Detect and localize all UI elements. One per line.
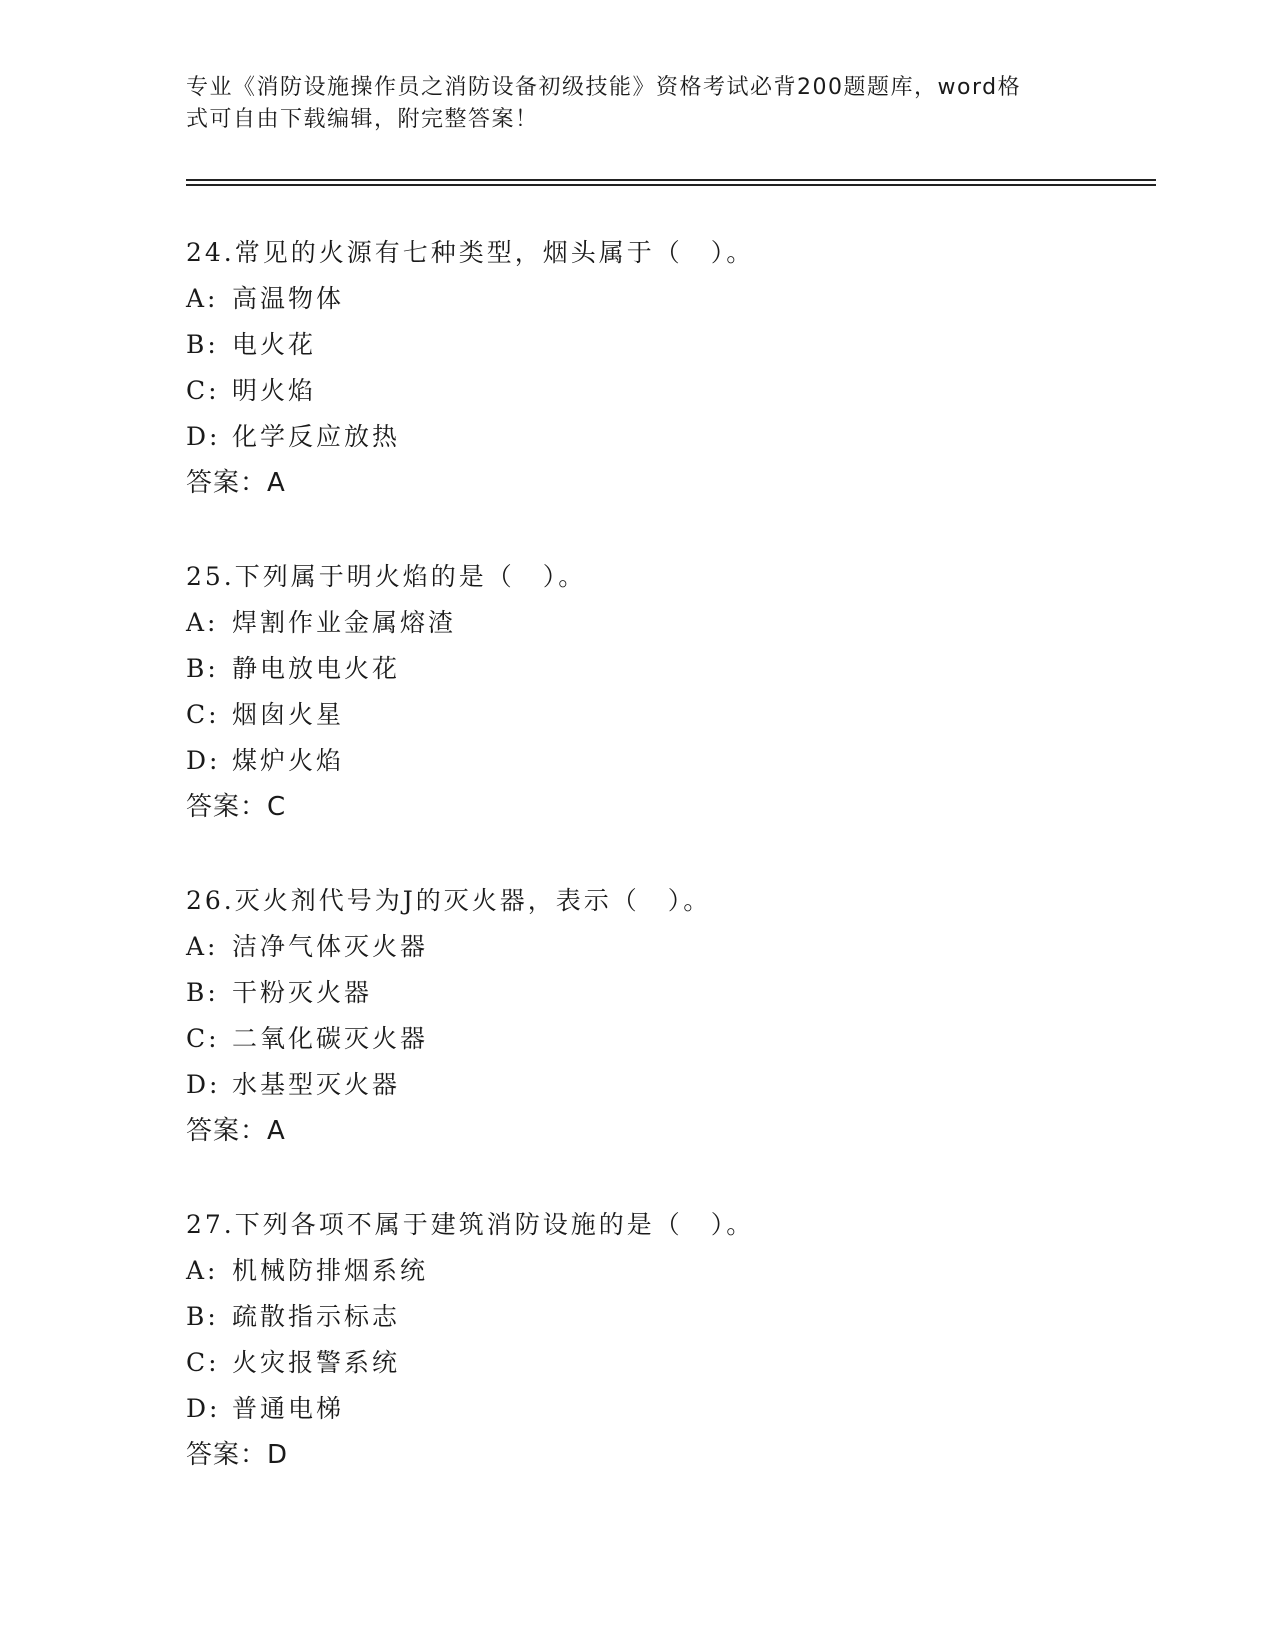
option-text: 明火焰: [232, 376, 317, 405]
header-divider-top: [186, 179, 1156, 181]
header-divider-bottom: [186, 184, 1156, 186]
answer-label: 答案：: [186, 792, 268, 822]
option-letter: B:: [186, 654, 219, 683]
option-letter: B:: [186, 1302, 219, 1331]
option-letter: D:: [186, 1394, 221, 1423]
option-a: [186, 1248, 1146, 1294]
option-text: 电火花: [232, 330, 317, 359]
option-text: 洁净气体灭火器: [232, 932, 429, 961]
question-26: [186, 878, 1146, 1154]
option-text: 煤炉火焰: [232, 746, 345, 775]
option-c: [186, 368, 1146, 414]
option-b: [186, 646, 1146, 692]
option-d: [186, 414, 1146, 460]
option-letter: C:: [186, 1348, 220, 1377]
question-24: [186, 230, 1146, 506]
option-letter: C:: [186, 376, 220, 405]
option-text: 焊割作业金属熔渣: [232, 608, 457, 637]
answer-value: D: [267, 1440, 288, 1470]
question-25: [186, 554, 1146, 830]
option-c: [186, 692, 1146, 738]
option-letter: C:: [186, 700, 220, 729]
option-letter: A:: [186, 608, 219, 637]
answer-label: 答案：: [186, 1440, 268, 1470]
option-text: 干粉灭火器: [232, 978, 373, 1007]
question-stem: 24.常见的火源有七种类型，烟头属于（ ）。: [186, 238, 755, 267]
option-c: [186, 1340, 1146, 1386]
answer-label: 答案：: [186, 468, 268, 498]
answer-value: A: [267, 468, 285, 498]
question-stem: 25.下列属于明火焰的是（ ）。: [186, 562, 587, 591]
option-text: 火灾报警系统: [232, 1348, 401, 1377]
option-letter: D:: [186, 746, 221, 775]
option-letter: A:: [186, 932, 219, 961]
option-text: 静电放电火花: [232, 654, 401, 683]
question-list: [186, 230, 1146, 1526]
option-d: [186, 1062, 1146, 1108]
option-text: 烟囱火星: [232, 700, 345, 729]
option-letter: C:: [186, 1024, 220, 1053]
option-b: [186, 1294, 1146, 1340]
header-line-2: 式可自由下载编辑，附完整答案！: [186, 107, 539, 132]
option-text: 疏散指示标志: [232, 1302, 401, 1331]
option-letter: D:: [186, 422, 221, 451]
option-text: 水基型灭火器: [232, 1070, 401, 1099]
header-line-1: 专业《消防设施操作员之消防设备初级技能》资格考试必背200题题库，word格: [186, 75, 1022, 100]
option-a: [186, 276, 1146, 322]
question-stem: 27.下列各项不属于建筑消防设施的是（ ）。: [186, 1210, 755, 1239]
option-text: 机械防排烟系统: [232, 1256, 429, 1285]
option-a: [186, 924, 1146, 970]
option-letter: B:: [186, 978, 219, 1007]
option-d: [186, 738, 1146, 784]
document-header: [186, 72, 1086, 136]
question-27: [186, 1202, 1146, 1478]
option-b: [186, 970, 1146, 1016]
answer-line: [186, 460, 1146, 506]
option-a: [186, 600, 1146, 646]
option-letter: A:: [186, 1256, 219, 1285]
option-text: 二氧化碳灭火器: [232, 1024, 429, 1053]
answer-line: [186, 1432, 1146, 1478]
option-c: [186, 1016, 1146, 1062]
option-text: 高温物体: [232, 284, 345, 313]
answer-label: 答案：: [186, 1116, 268, 1146]
question-stem: 26.灭火剂代号为J的灭火器，表示（ ）。: [186, 886, 712, 915]
answer-value: A: [267, 1116, 285, 1146]
option-letter: D:: [186, 1070, 221, 1099]
option-text: 化学反应放热: [232, 422, 401, 451]
answer-value: C: [267, 792, 286, 822]
answer-line: [186, 784, 1146, 830]
answer-line: [186, 1108, 1146, 1154]
option-letter: B:: [186, 330, 219, 359]
option-b: [186, 322, 1146, 368]
option-d: [186, 1386, 1146, 1432]
option-letter: A:: [186, 284, 219, 313]
option-text: 普通电梯: [232, 1394, 345, 1423]
